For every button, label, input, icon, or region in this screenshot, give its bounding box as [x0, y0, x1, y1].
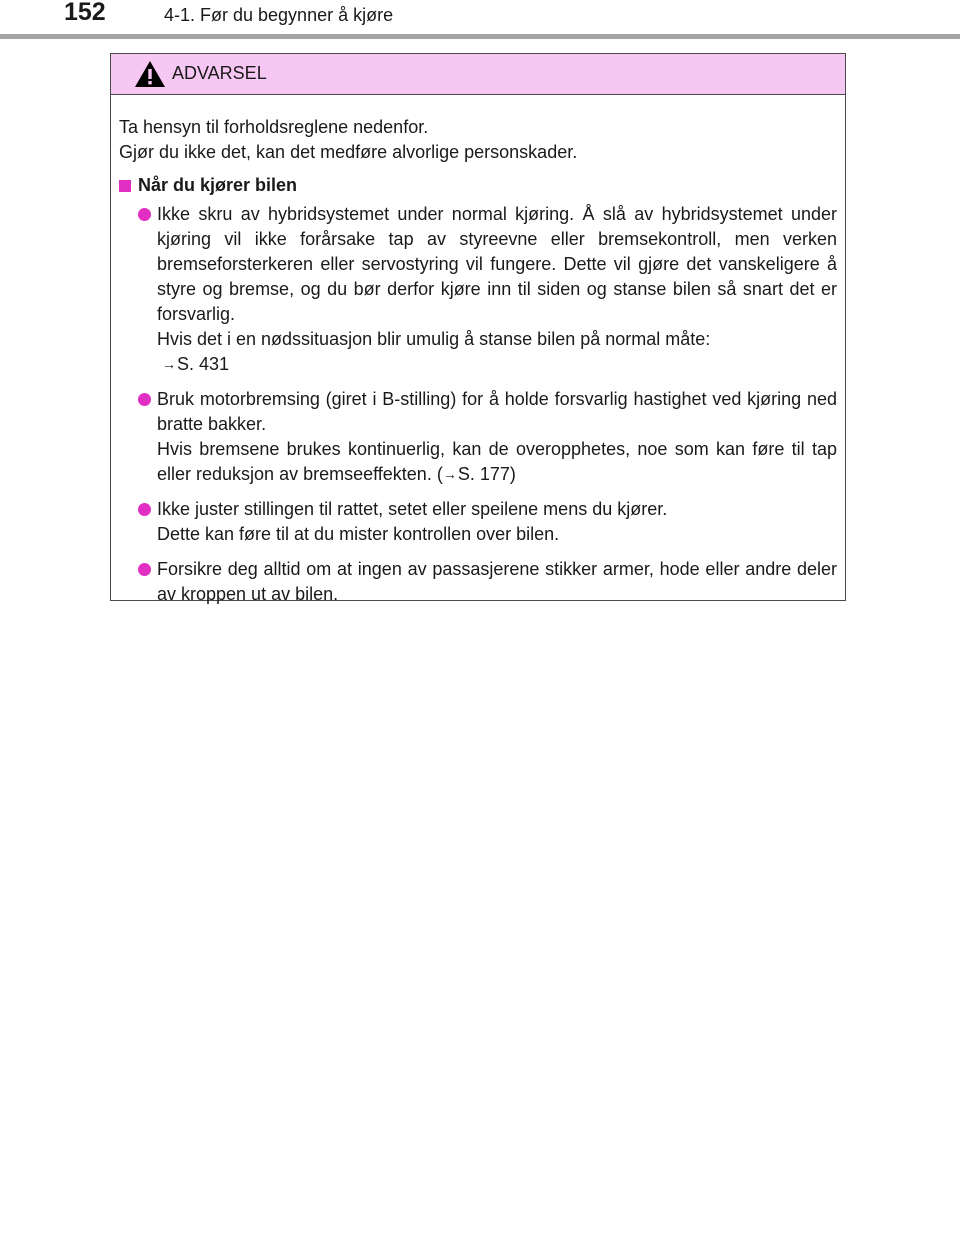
item-text	[157, 437, 837, 487]
warning-body	[111, 95, 845, 607]
header-rule	[0, 34, 960, 39]
item-text: Hvis det i en nødssituasjon blir umulig å stanse bilen på normal måte:	[157, 329, 711, 349]
round-bullet-icon	[138, 503, 151, 516]
intro-line: Ta hensyn til forholdsreglene nedenfor.	[119, 117, 429, 137]
item-text-part: Hvis bremsene brukes kontinuerlig, kan de overopphetes, noe som kan føre til tap eller reduksjon av bremseeffekten. (	[157, 439, 837, 484]
warning-triangle-icon	[134, 60, 166, 88]
list-item	[119, 497, 837, 547]
round-bullet-icon	[138, 208, 151, 221]
item-text: Forsikre deg alltid om at ingen av passasjerene stikker armer, hode eller andre deler av kroppen ut av bilen.	[157, 559, 837, 604]
square-bullet-icon	[119, 180, 131, 192]
page-reference-text: S. 431	[177, 354, 230, 374]
list-item	[119, 202, 837, 377]
intro-line: Gjør du ikke det, kan det medføre alvorlige personskader.	[119, 142, 578, 162]
round-bullet-icon	[138, 393, 151, 406]
item-text: Ikke juster stillingen til rattet, setet eller speilene mens du kjører.	[157, 499, 668, 519]
right-arrow-icon: →	[442, 466, 457, 482]
list-item	[119, 387, 837, 487]
item-text: Bruk motorbremsing (giret i B-stilling) for å holde forsvarlig hastighet ved kjøring ned bratte bakker.	[157, 389, 837, 434]
item-text: Dette kan føre til at du mister kontrollen over bilen.	[157, 524, 560, 544]
warning-box	[110, 53, 846, 604]
warning-header	[111, 54, 845, 95]
right-arrow-icon: →	[162, 356, 176, 372]
item-text-part: )	[509, 464, 516, 484]
list-item	[119, 557, 837, 607]
section-heading-text: Når du kjører bilen	[138, 175, 298, 195]
page-reference-text: S. 177	[457, 464, 510, 484]
warning-label: ADVARSEL	[172, 63, 267, 83]
section-heading	[119, 173, 837, 198]
page-reference	[157, 352, 837, 377]
item-text: Ikke skru av hybridsystemet under normal kjøring. Å slå av hybridsystemet under kjøring vil ikke forårsake tap av styreevne eller bremsekontroll, men verken bremseforsterkeren eller servostyring vil fungere. Dette vil gjøre det vanskeligere å styre og bremse, og du bør derfor kjøre inn til siden og stanse bilen så snart det er forsvarlig.	[157, 204, 837, 324]
round-bullet-icon	[138, 563, 151, 576]
page-number: 152	[64, 0, 106, 26]
section-title: 4-1. Før du begynner å kjøre	[164, 5, 394, 25]
